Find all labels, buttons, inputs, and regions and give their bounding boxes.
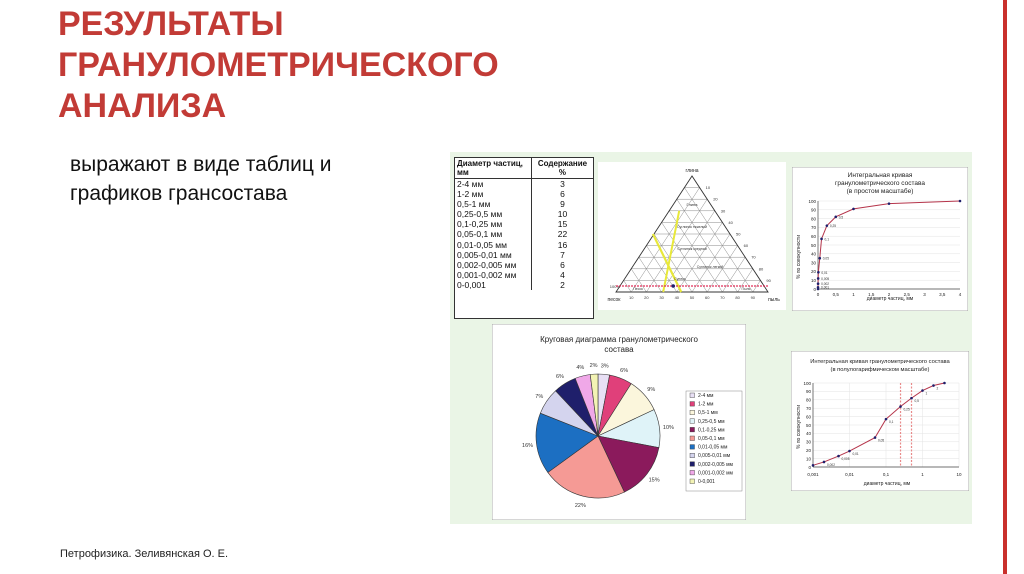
curve1-ylabel: % по совокупности bbox=[796, 234, 802, 280]
point-label: 0,05 bbox=[878, 438, 885, 443]
footer-author: Петрофизика. Зеливянская О. Е. bbox=[60, 548, 229, 560]
pie-slice-label: 2% bbox=[589, 363, 598, 370]
data-point bbox=[899, 405, 902, 408]
integral-curve-linear bbox=[792, 167, 968, 311]
ternary-diagram bbox=[598, 162, 786, 310]
diameter-cell: 0,002-0,005 мм bbox=[455, 260, 531, 270]
ternary-zone-light-loam: Суглинок легкий bbox=[696, 265, 724, 269]
ternary-tick-label: 60 bbox=[704, 295, 710, 300]
pie-slice-label: 6% bbox=[555, 374, 564, 381]
x-tick-label: 1 bbox=[852, 292, 855, 297]
y-tick-label: 80 bbox=[805, 397, 811, 403]
legend-swatch bbox=[690, 427, 695, 432]
data-point bbox=[910, 397, 913, 400]
diameter-cell: 0,25-0,5 мм bbox=[455, 209, 531, 219]
point-label: 0,01 bbox=[821, 270, 828, 275]
ternary-tick-label: 40 bbox=[728, 219, 733, 225]
legend-swatch bbox=[690, 470, 695, 475]
data-point bbox=[826, 224, 829, 227]
ternary-tick-label: 100% bbox=[609, 284, 620, 289]
ternary-corner-clay: глина bbox=[685, 168, 699, 174]
diameter-cell: 0,05-0,1 мм bbox=[455, 229, 531, 239]
diameter-cell: 0,5-1 мм bbox=[455, 199, 531, 209]
point-label: 0,005 bbox=[841, 457, 850, 462]
title-line-2: ГРАНУЛОМЕТРИЧЕСКОГО bbox=[58, 46, 499, 84]
legend-label: 1-2 мм bbox=[698, 401, 714, 408]
legend-label: 0,005-0,01 мм bbox=[698, 453, 731, 460]
title-line-1: РЕЗУЛЬТАТЫ bbox=[58, 5, 284, 43]
y-tick-label: 50 bbox=[810, 242, 816, 248]
legend-swatch bbox=[690, 462, 695, 467]
data-point bbox=[932, 384, 935, 387]
legend-label: 0,5-1 мм bbox=[698, 410, 718, 417]
table-header-content: Содержание % bbox=[531, 158, 593, 179]
y-tick-label: 80 bbox=[810, 216, 816, 222]
content-cell: 15 bbox=[557, 219, 568, 230]
pie-slice-label: 15% bbox=[648, 477, 660, 484]
legend-swatch bbox=[690, 393, 695, 398]
data-point bbox=[820, 238, 823, 241]
ternary-tick-label: 90 bbox=[766, 277, 771, 283]
ternary-tick-label: 30 bbox=[659, 295, 664, 300]
content-cell: 4 bbox=[560, 269, 565, 280]
curve1-title-line-3: (в простом масштабе) bbox=[846, 188, 914, 195]
x-tick-label: 10 bbox=[956, 472, 962, 477]
data-point bbox=[943, 382, 946, 385]
diameter-cell: 0-0,001 bbox=[455, 280, 531, 290]
table-row bbox=[455, 250, 593, 260]
accent-divider bbox=[1003, 0, 1007, 574]
pie-slice-label: 3% bbox=[600, 363, 609, 370]
table-row bbox=[455, 270, 593, 280]
content-cell: 16 bbox=[557, 239, 568, 250]
point-label: 0,002 bbox=[826, 462, 835, 467]
ternary-zone-heavy-loam: Суглинок тяжелый bbox=[676, 225, 708, 229]
data-point bbox=[817, 282, 820, 285]
pie-slice-label: 10% bbox=[662, 425, 674, 432]
subtitle-line-2: графиков грансостава bbox=[70, 182, 288, 205]
table-row bbox=[455, 240, 593, 250]
ternary-zone-medium-loam: Суглинок средний bbox=[677, 247, 707, 251]
ternary-tick-label: 40 bbox=[674, 295, 680, 300]
legend-swatch bbox=[690, 419, 695, 424]
table-header-diameter: Диаметр частиц, мм bbox=[455, 158, 531, 179]
pie-slice-label: 4% bbox=[576, 365, 585, 372]
ternary-tick-label: 30 bbox=[720, 208, 726, 214]
point-label: 0,25 bbox=[903, 407, 910, 412]
table-row bbox=[455, 219, 593, 229]
x-tick-label: 0,01 bbox=[845, 472, 854, 477]
pie-slice-label: 16% bbox=[522, 442, 534, 449]
legend-swatch bbox=[690, 479, 695, 484]
pie-legend bbox=[686, 391, 742, 491]
pie-title-line-2: состава bbox=[604, 345, 634, 354]
slide-title bbox=[58, 4, 618, 127]
legend-label: 0,001-0,002 мм bbox=[698, 470, 733, 477]
ternary-tick-label: 20 bbox=[644, 295, 649, 300]
table-row bbox=[455, 189, 593, 199]
data-point bbox=[834, 216, 837, 219]
diameter-cell: 2-4 мм bbox=[455, 179, 531, 190]
ternary-zone-sand: Песок bbox=[633, 287, 643, 291]
ternary-tick-label: 10 bbox=[705, 185, 711, 191]
diameter-cell: 1-2 мм bbox=[455, 189, 531, 199]
ternary-tick-label: 70 bbox=[720, 295, 725, 300]
subtitle-line-1: выражают в виде таблиц и bbox=[70, 153, 332, 176]
ternary-tick-label: 60 bbox=[743, 243, 749, 249]
ternary-tick-label: 80 bbox=[735, 295, 740, 300]
x-tick-label: 0,001 bbox=[807, 472, 819, 477]
pie-chart-figure bbox=[492, 324, 746, 520]
y-tick-label: 40 bbox=[805, 431, 811, 437]
point-label: 0,25 bbox=[829, 224, 837, 229]
point-label: 2 bbox=[936, 386, 939, 391]
legend-label: 0,05-0,1 мм bbox=[698, 436, 725, 442]
pie-slice-label: 7% bbox=[535, 394, 544, 401]
title-line-3: АНАЛИЗА bbox=[58, 87, 227, 125]
ternary-tick-label: 20 bbox=[713, 196, 718, 202]
point-label: 0,005 bbox=[821, 276, 830, 281]
y-tick-label: 30 bbox=[810, 260, 816, 266]
ternary-point bbox=[671, 284, 675, 288]
curve2-title-line-1: Интегральная кривая гранулометрического состава bbox=[810, 359, 950, 365]
y-tick-label: 50 bbox=[805, 422, 811, 428]
data-point bbox=[874, 436, 877, 439]
y-tick-label: 70 bbox=[810, 225, 816, 231]
curve1-title-line-2: гранулометрического состава bbox=[834, 180, 926, 187]
x-tick-label: 3,5 bbox=[939, 292, 946, 297]
point-label: 1 bbox=[925, 391, 928, 396]
x-tick-label: 4 bbox=[958, 292, 962, 297]
grain-size-table bbox=[454, 157, 594, 319]
x-tick-label: 3 bbox=[923, 292, 926, 297]
table-body bbox=[455, 179, 593, 291]
table-row bbox=[455, 260, 593, 270]
data-point bbox=[817, 271, 820, 274]
ternary-tick-label: 50 bbox=[689, 295, 695, 300]
y-tick-label: 100 bbox=[803, 380, 811, 386]
curve1-title-line-1: Интегральная кривая bbox=[847, 172, 913, 179]
content-cell: 7 bbox=[560, 249, 565, 260]
y-tick-label: 40 bbox=[810, 251, 816, 257]
pie-slice-label: 6% bbox=[620, 367, 629, 374]
x-tick-label: 2 bbox=[887, 292, 891, 297]
content-cell: 6 bbox=[560, 189, 565, 200]
ternary-tick-label: 70 bbox=[751, 254, 756, 260]
curve2-title-line-2: (в полулогарифмическом масштабе) bbox=[830, 367, 930, 373]
content-cell: 6 bbox=[560, 259, 565, 270]
y-tick-label: 20 bbox=[810, 269, 816, 275]
point-label: 0,05 bbox=[822, 256, 829, 261]
curve2-xlabel: диаметр частиц, мм bbox=[863, 481, 911, 487]
table-row bbox=[455, 209, 593, 219]
x-tick-label: 0 bbox=[816, 292, 820, 297]
y-tick-label: 60 bbox=[805, 414, 811, 420]
data-point bbox=[888, 202, 891, 205]
table-row bbox=[455, 199, 593, 209]
ternary-corner-sand: песок bbox=[607, 297, 621, 303]
content-cell: 22 bbox=[557, 229, 568, 240]
point-label: 0,1 bbox=[824, 237, 829, 242]
data-point bbox=[852, 208, 855, 211]
data-point bbox=[818, 257, 821, 260]
pie-title-line-1: Круговая диаграмма гранулометрического bbox=[540, 335, 698, 344]
diameter-cell: 0,01-0,05 мм bbox=[455, 240, 531, 250]
diameter-cell: 0,005-0,01 мм bbox=[455, 250, 531, 260]
diameter-cell: 0,1-0,25 мм bbox=[455, 219, 531, 229]
y-tick-label: 10 bbox=[805, 456, 811, 462]
diameter-cell: 0,001-0,002 мм bbox=[455, 270, 531, 280]
data-point bbox=[817, 277, 820, 280]
ternary-tick-label: 50 bbox=[736, 231, 741, 237]
point-label: 0,1 bbox=[889, 420, 894, 425]
point-label: 0,002 bbox=[821, 282, 830, 287]
legend-label: 0-0,001 bbox=[698, 479, 715, 485]
data-point bbox=[959, 200, 962, 203]
legend-swatch bbox=[690, 436, 695, 441]
data-point bbox=[812, 464, 815, 467]
point-label: 0,5 bbox=[838, 215, 844, 220]
data-point bbox=[921, 389, 924, 392]
x-tick-label: 0,5 bbox=[832, 292, 839, 297]
x-tick-label: 2,5 bbox=[903, 292, 910, 297]
y-tick-label: 10 bbox=[810, 278, 816, 283]
pie-slice-label: 9% bbox=[647, 387, 656, 394]
y-tick-label: 20 bbox=[805, 448, 811, 453]
y-tick-label: 90 bbox=[805, 389, 811, 395]
y-tick-label: 100 bbox=[808, 198, 816, 204]
legend-label: 0,25-0,5 мм bbox=[698, 418, 725, 425]
content-cell: 3 bbox=[560, 179, 565, 189]
pie-slice-label: 22% bbox=[574, 502, 586, 509]
legend-swatch bbox=[690, 445, 695, 450]
x-tick-label: 1,5 bbox=[868, 292, 875, 297]
legend-swatch bbox=[690, 402, 695, 407]
legend-swatch bbox=[690, 410, 695, 415]
y-tick-label: 0 bbox=[808, 464, 811, 470]
y-tick-label: 30 bbox=[805, 439, 811, 445]
curve2-ylabel: % по совокупности bbox=[796, 404, 802, 450]
integral-curve-semilog bbox=[791, 351, 969, 491]
slide-subtitle bbox=[70, 150, 430, 208]
point-label: 0,5 bbox=[914, 399, 919, 404]
data-point bbox=[823, 461, 826, 464]
content-cell: 2 bbox=[560, 279, 565, 290]
ternary-zone-clay: Глина bbox=[686, 202, 698, 207]
data-point bbox=[885, 418, 888, 421]
y-tick-label: 90 bbox=[810, 207, 816, 213]
data-point bbox=[817, 286, 820, 289]
table-row bbox=[455, 280, 593, 290]
ternary-tick-label: 10 bbox=[628, 295, 634, 300]
legend-label: 0,002-0,005 мм bbox=[698, 461, 733, 468]
ternary-zone-sandy-loam: Супесь bbox=[674, 277, 686, 281]
curve1-xlabel: диаметр частиц, мм bbox=[866, 296, 914, 302]
table-row bbox=[455, 229, 593, 239]
legend-label: 0,1-0,25 мм bbox=[698, 427, 725, 434]
point-label: 0,01 bbox=[852, 452, 859, 457]
table-row bbox=[455, 179, 593, 190]
x-tick-label: 0,1 bbox=[882, 472, 890, 477]
legend-swatch bbox=[690, 453, 695, 458]
ternary-corner-silt: пыль bbox=[768, 297, 780, 303]
content-cell: 10 bbox=[557, 209, 568, 220]
x-tick-label: 1 bbox=[921, 472, 924, 477]
legend-label: 0,01-0,05 мм bbox=[698, 444, 728, 451]
ternary-zone-silt: Пыль bbox=[741, 287, 751, 291]
ternary-tick-label: 80 bbox=[758, 266, 764, 272]
y-tick-label: 70 bbox=[805, 406, 811, 411]
content-cell: 9 bbox=[560, 199, 565, 210]
ternary-tick-label: 90 bbox=[750, 295, 756, 300]
legend-label: 2-4 мм bbox=[698, 393, 714, 399]
point-label: 0,001 bbox=[821, 285, 830, 290]
data-point bbox=[848, 450, 851, 453]
y-tick-label: 0 bbox=[813, 286, 816, 292]
y-tick-label: 60 bbox=[810, 234, 816, 239]
data-point bbox=[837, 455, 840, 458]
